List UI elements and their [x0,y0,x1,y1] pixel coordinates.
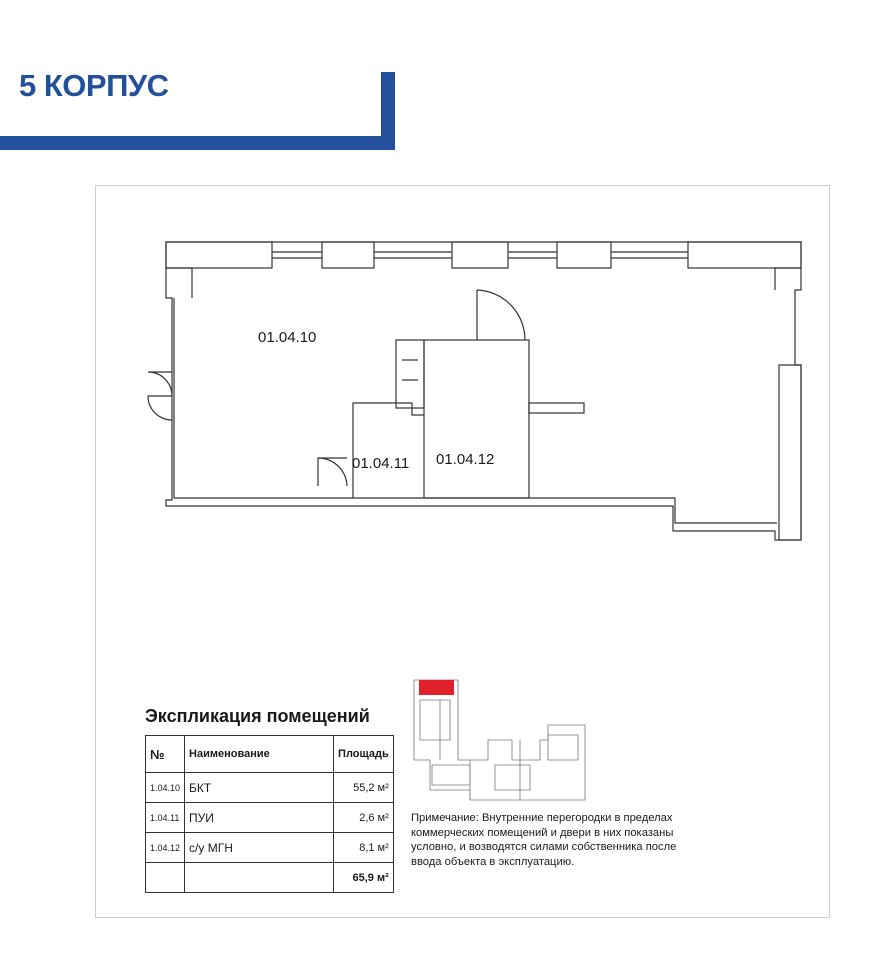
window-right [779,365,801,540]
explication-title: Экспликация помещений [145,706,370,726]
partition-room-12 [424,340,529,498]
column-header-name: Наименование [185,736,334,773]
partition-shaft [396,340,424,408]
row-name: с/у МГН [185,833,334,863]
table-row [146,833,394,863]
room-label-01-04-11: 01.04.11 [352,455,410,472]
key-plan [414,680,585,800]
window-5 [688,242,801,268]
row-code: 1.04.11 [146,803,185,833]
window-corner-left [166,268,192,298]
table-row [146,803,394,833]
row-area: 8,1 м² [334,833,394,863]
key-plan-highlight [419,680,454,695]
door-room-12 [477,290,525,340]
table-total-row [146,863,394,893]
window-4 [557,242,611,268]
explication-table [145,735,394,893]
plan-note: Примечание: Внутренние перегородки в пределах коммерческих помещений и двери в них показаны условно, и возводятся силами собственника после ввода объекта в эксплуатацию. [411,812,677,868]
window-3 [452,242,508,268]
column-header-number: № [146,736,185,773]
outer-wall [166,242,801,540]
row-area: 55,2 м² [334,773,394,803]
column-header-area: Площадь [334,736,394,773]
door-entrance [148,372,172,420]
window-1 [166,242,272,268]
row-area: 2,6 м² [334,803,394,833]
total-area: 65,9 м² [334,863,394,893]
window-2 [322,242,374,268]
row-code: 1.04.12 [146,833,185,863]
room-label-01-04-12: 01.04.12 [436,451,495,468]
row-name: БКТ [185,773,334,803]
partition-room-11 [353,403,424,498]
window-corner-right [775,268,801,290]
page-title: 5 КОРПУС [19,68,169,103]
table-header-row [146,736,394,773]
door-room-11 [318,458,347,486]
table-row [146,773,394,803]
row-name: ПУИ [185,803,334,833]
partition-stub [529,403,584,413]
row-code: 1.04.10 [146,773,185,803]
room-label-01-04-10: 01.04.10 [258,329,317,346]
